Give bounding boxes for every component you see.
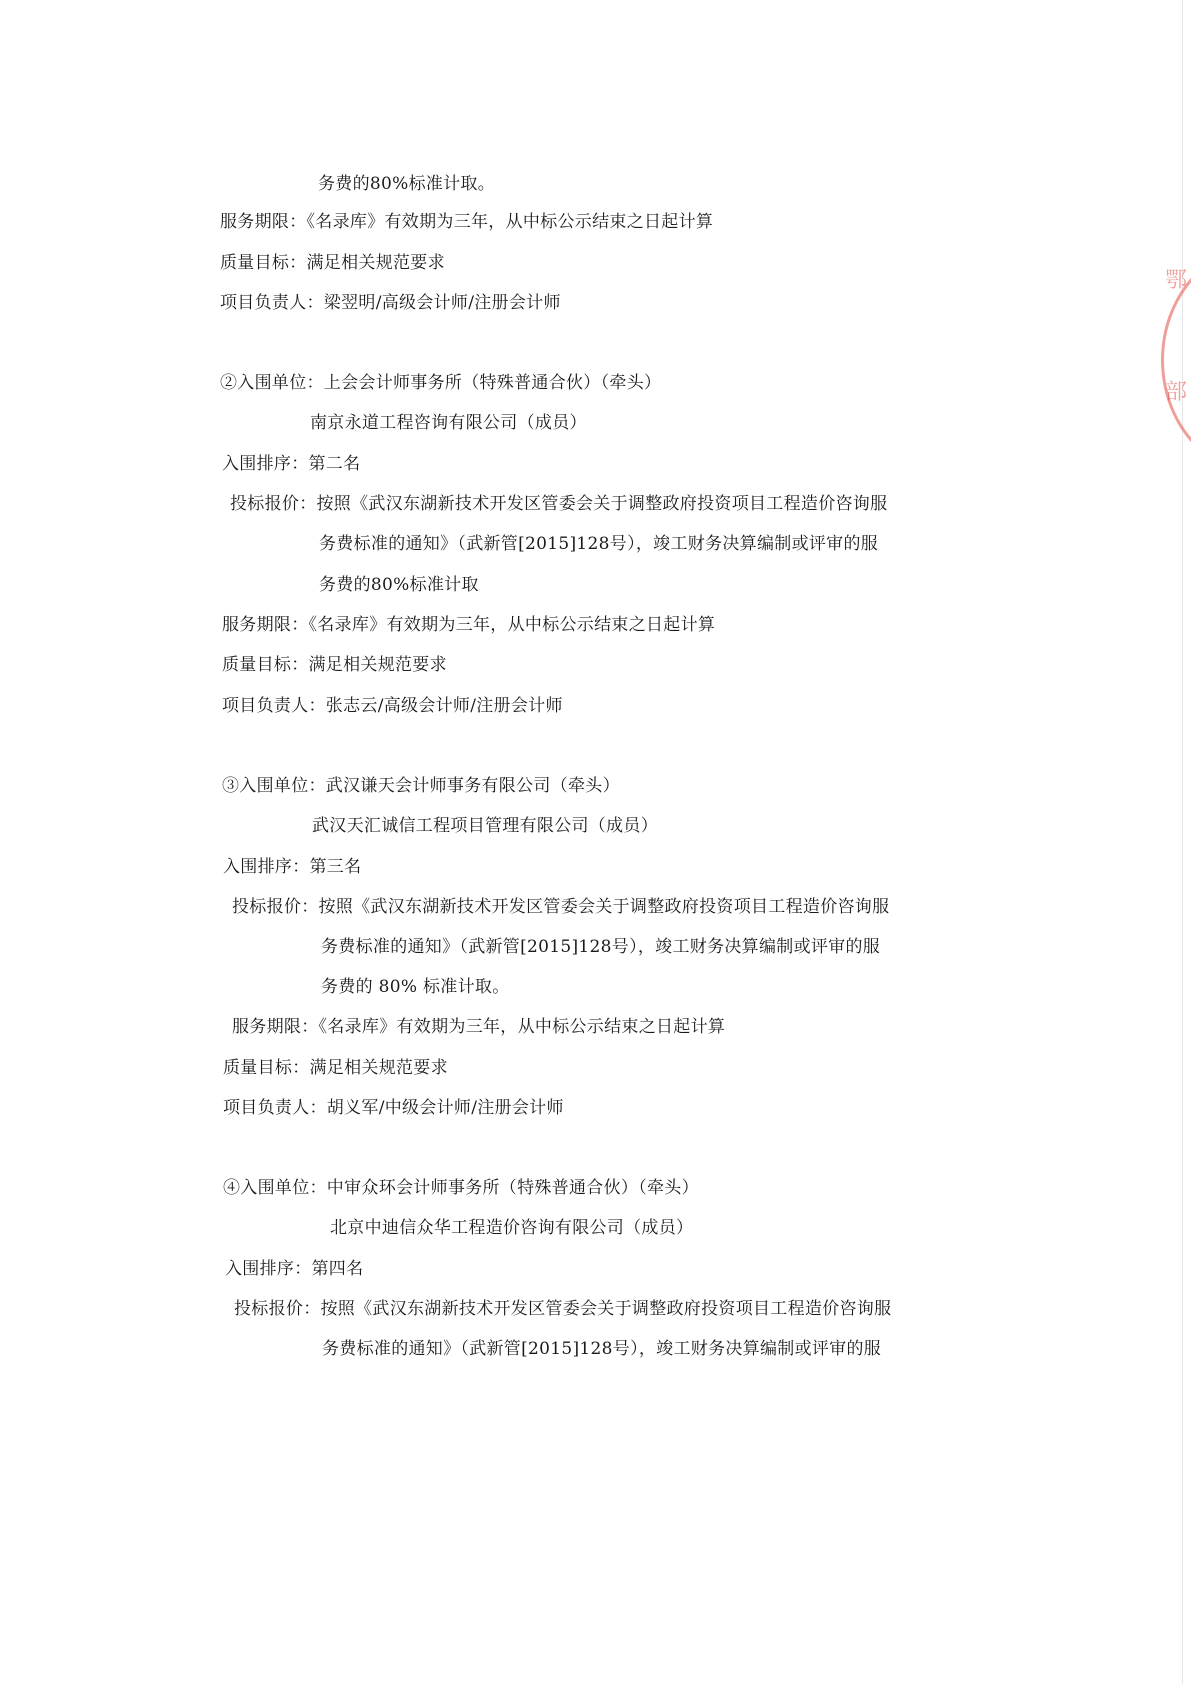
bid-price-3-cont1: 务费标准的通知》（武新管[2015]128号），竣工财务决算编制或评审的服 bbox=[321, 937, 881, 957]
member-unit-3: 武汉天汇诚信工程项目管理有限公司（成员） bbox=[312, 816, 658, 836]
service-period-3: 服务期限：《名录库》有效期为三年，从中标公示结束之日起计算 bbox=[232, 1017, 726, 1037]
service-period-2: 服务期限：《名录库》有效期为三年，从中标公示结束之日起计算 bbox=[222, 615, 716, 635]
bid-price-4: 投标报价：按照《武汉东湖新技术开发区管委会关于调整政府投资项目工程造价咨询服 bbox=[234, 1299, 892, 1319]
quality-target: 质量目标：满足相关规范要求 bbox=[220, 253, 445, 273]
project-manager-2: 项目负责人：张志云/高级会计师/注册会计师 bbox=[222, 696, 563, 716]
seal-glyph-top: 鄂 bbox=[1165, 268, 1188, 293]
shortlisted-unit-4: ④入围单位：中审众环会计师事务所（特殊普通合伙）（牵头） bbox=[223, 1178, 699, 1198]
project-manager: 项目负责人：梁翌明/高级会计师/注册会计师 bbox=[220, 293, 561, 313]
quality-target-3: 质量目标：满足相关规范要求 bbox=[223, 1058, 448, 1078]
shortlisted-unit-3: ③入围单位：武汉谦天会计师事务有限公司（牵头） bbox=[222, 776, 620, 796]
bid-price-2: 投标报价：按照《武汉东湖新技术开发区管委会关于调整政府投资项目工程造价咨询服 bbox=[230, 494, 888, 514]
member-unit-2: 南京永道工程咨询有限公司（成员） bbox=[310, 413, 587, 433]
project-manager-3: 项目负责人：胡义军/中级会计师/注册会计师 bbox=[223, 1098, 564, 1118]
bid-price-3-cont2: 务费的 80% 标准计取。 bbox=[321, 977, 510, 997]
fee-continuation-line: 务费的80%标准计取。 bbox=[318, 174, 496, 194]
bid-price-2-cont1: 务费标准的通知》（武新管[2015]128号），竣工财务决算编制或评审的服 bbox=[319, 534, 879, 554]
member-unit-4: 北京中迪信众华工程造价咨询有限公司（成员） bbox=[330, 1218, 694, 1238]
service-period: 服务期限：《名录库》有效期为三年，从中标公示结束之日起计算 bbox=[220, 212, 714, 232]
quality-target-2: 质量目标：满足相关规范要求 bbox=[222, 655, 447, 675]
red-seal-fragment bbox=[1155, 245, 1191, 475]
bid-price-2-cont2: 务费的80%标准计取 bbox=[319, 575, 479, 595]
ranking-4: 入围排序：第四名 bbox=[225, 1259, 364, 1279]
seal-glyph-bottom: 部 bbox=[1165, 380, 1188, 405]
ranking-3: 入围排序：第三名 bbox=[223, 857, 362, 877]
shortlisted-unit-2: ②入围单位：上会会计师事务所（特殊普通合伙）（牵头） bbox=[220, 373, 662, 393]
bid-price-4-cont1: 务费标准的通知》（武新管[2015]128号），竣工财务决算编制或评审的服 bbox=[322, 1339, 882, 1359]
bid-price-3: 投标报价：按照《武汉东湖新技术开发区管委会关于调整政府投资项目工程造价咨询服 bbox=[232, 897, 890, 917]
ranking-2: 入围排序：第二名 bbox=[222, 454, 361, 474]
